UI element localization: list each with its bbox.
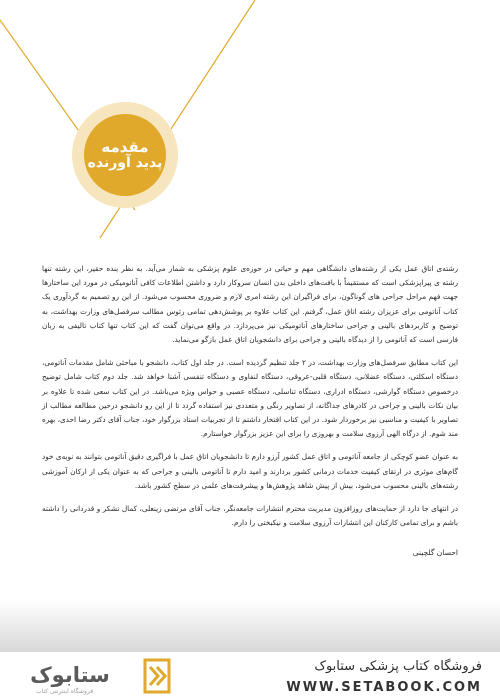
intro-badge <box>84 114 166 196</box>
store-url[interactable]: WWW.SETABOOK.COM <box>286 680 482 695</box>
paragraph: این کتاب مطابق سرفصل‌های وزارت بهداشت، در ۲ جلد تنظیم گردیده است. در جلد اول کتاب، دانشجو با مباحثی شامل مقدمات آناتومی، دستگاه اسکلتی، دستگاه عضلانی، دستگاه قلبی-عروقی، دستگاه لنفاوی و دستگاه تنفسی آشنا خواهد شد. جلد دوم کتاب شامل توضیح درخصوص دستگاه گوارشی، دستگاه ادراری، دستگاه تناسلی، دستگاه عصبی و حواس ویژه می‌باشد. در این کتاب سعی شده تا علاوه بر بیان نکات بالینی و جراحی در کادرهای جداگانه، از تصاویر رنگی و متعددی نیز استفاده گردد تا از این رو دانشجو درحین مطالعه مطالب از تصاویر با کیفیت و مناسبی نیز برخوردار شود. در این کتاب افتخار داشتم تا از تجربیات استاد بزرگوار خود، جناب آقای دکتر رضا احدی، بهره مند شوم. از درگاه الهی آرزوی سلامت و بهروزی را برای این عزیز بزرگوار خواستارم. <box>42 358 458 439</box>
paragraph: به عنوان عضو کوچکی از جامعه آناتومی و اتاق عمل کشور آرزو دارم تا دانشجویان اتاق عمل با فراگیری دقیق آناتومی بتوانند به نوبه‌ی خود گام‌های موثری در ارتقای کیفیت خدمات درمانی کشور بردارند و امید دارم تا آناتومی بالینی و جراحی که به عنوان یکی از ارکان آموزشی رشته‌های بالینی محسوب می‌شود، بیش از پیش شاهد پژوهش‌ها و پیشرفت‌های علمی در سطح کشور باشد. <box>42 452 458 490</box>
paragraph: رشته‌ی اتاق عمل یکی از رشته‌های دانشگاهی مهم و حیاتی در حوزه‌ی علوم پزشکی به شمار می‌آید. به نظر بنده حقیر، این رشته تنها رشته ی پیراپزشکی است که مستقیماً با بافت‌های داخلی بدن انسان سروکار دارد و داشتن اطلاعات کافی آناتومیکی در مورد این ساختارها جهت فهم مراحل جراحی های گوناگون، برای فراگیران این رشته امری لازم و ضروری محسوب می‌شود. از این رو تصمیم به گردآوری یک کتاب آناتومی برای عزیزان رشته اتاق عمل، گرفتم. این کتاب علاوه بر پوشش‌دهی تمامی رئوس مطالب سرفصل‌های وزارت بهداشت، به توضیح و کاربردهای بالینی و جراحی ساختارهای آناتومیکی نیز می‌پردازد. در واقع می‌توان گفت که این کتاب تنها کتاب تالیفی به زبان فارسی است که آناتومی را از دیدگاه بالینی و جراحی برای دانشجویان اتاق عمل بازگو می‌نماید. <box>42 264 458 345</box>
badge-title: مقدمه <box>101 137 149 156</box>
page-shadow <box>0 600 500 652</box>
preface-text <box>42 262 458 570</box>
logo-tagline: فروشگاه اینترنتی کتاب <box>36 688 94 695</box>
store-name: فروشگاه کتاب پزشکی ستابوک <box>314 659 482 674</box>
setabook-logo-icon <box>142 657 172 695</box>
badge-subtitle: پدید آورنده <box>87 154 163 171</box>
decorative-lines <box>0 0 500 260</box>
logo-text: ستابوک <box>30 663 110 687</box>
author-name: احسان گلچینی <box>412 548 458 558</box>
paragraph: در انتهای جا دارد از حمایت‌های روزافزون مدیریت محترم انتشارات جامعه‌نگر، جناب آقای مرتضی زینعلی، کمال تشکر و قدردانی را داشته باشم و برای تمامی کارکنان این انتشارات آرزوی سلامت و نیکبختی را دارم. <box>42 504 458 528</box>
